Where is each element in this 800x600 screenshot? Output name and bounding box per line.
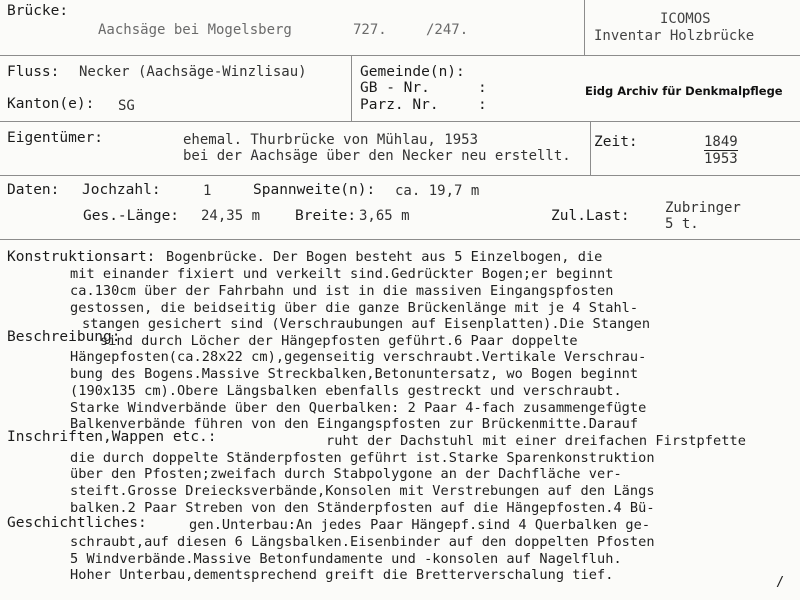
kanton-label: Kanton(e): <box>7 96 95 112</box>
body-line-1: Bogenbrücke. Der Bogen besteht aus 5 Einzelbogen, die <box>166 249 603 265</box>
spannweite-label: Spannweite(n): <box>253 182 376 198</box>
owner-line-2: bei der Aachsäge über den Necker neu erstellt. <box>183 148 571 164</box>
owner-line-1: ehemal. Thurbrücke von Mühlau, 1953 <box>183 132 479 148</box>
body-line-11: Balkenverbände führen von den Eingangspfosten zur Brückenmitte.Darauf <box>70 416 639 432</box>
kanton-value: SG <box>118 98 135 114</box>
jochzahl-value: 1 <box>203 183 212 199</box>
archive-stamp: Eidg Archiv für Denkmalpflege <box>585 84 783 98</box>
parz-label: Parz. Nr. <box>360 97 439 113</box>
body-line-6: sind durch Löcher der Hängepfosten geführt.6 Paar doppelte <box>100 333 578 349</box>
konstruktion-label: Konstruktionsart: <box>7 249 156 265</box>
data-divider <box>0 239 800 240</box>
header-divider <box>0 55 800 56</box>
location-vertical-divider <box>351 55 352 121</box>
body-line-16: balken.2 Paar Streben von den Ständerpfosten auf die Hängepfosten.4 Bü- <box>70 500 655 516</box>
end-mark: / <box>776 574 785 590</box>
inschriften-label: Inschriften,Wappen etc.: <box>7 429 217 445</box>
body-line-3: ca.130cm über der Fahrbahn und ist in die massiven Eingangspfosten <box>70 283 614 299</box>
jochzahl-label: Jochzahl: <box>82 182 161 198</box>
location-divider <box>0 121 800 122</box>
body-line-17: gen.Unterbau:An jedes Paar Hängepf.sind 4 Querbalken ge- <box>189 517 651 533</box>
daten-label: Daten: <box>7 182 60 198</box>
header-vertical-divider <box>584 0 585 55</box>
laenge-value: 24,35 m <box>201 208 261 224</box>
body-line-4: gestossen, die beidseitig über die ganze Brückenlänge mit je 4 Stahl- <box>70 300 639 316</box>
body-line-19: 5 Windverbände.Massive Betonfundamente und -konsolen auf Nagelfluh. <box>70 551 622 567</box>
geschichtliches-label: Geschichtliches: <box>7 515 147 531</box>
inventory-number-b: /247. <box>426 22 469 38</box>
body-line-13: die durch doppelte Ständerpfosten geführt ist.Starke Sparenkonstruktion <box>70 450 655 466</box>
bruecke-label: Brücke: <box>7 3 69 19</box>
body-line-10: Starke Windverbände über den Querbalken: 2 Paar 4-fach zusammengefügte <box>70 400 647 416</box>
body-line-9: (190x135 cm).Obere Längsbalken ebenfalls gestreckt und verschraubt. <box>70 383 622 399</box>
zeit-label: Zeit: <box>594 134 638 150</box>
body-line-7: Hängepfosten(ca.28x22 cm),gegenseitig verschraubt.Vertikale Verschrau- <box>70 349 647 365</box>
year-rebuilt: 1953 <box>704 151 738 167</box>
gb-colon: : <box>478 80 487 96</box>
fluss-value: Necker (Aachsäge-Winzlisau) <box>79 64 307 80</box>
spannweite-value: ca. 19,7 m <box>395 183 480 199</box>
inventar-heading: Inventar Holzbrücke <box>594 28 755 44</box>
body-line-12: ruht der Dachstuhl mit einer dreifachen Firstpfette <box>326 433 746 449</box>
body-line-5: stangen gesichert sind (Verschraubungen auf Eisenplatten).Die Stangen <box>82 316 651 332</box>
laenge-label: Ges.-Länge: <box>83 208 180 224</box>
tonnage-value: 5 t. <box>665 216 699 232</box>
gb-label: GB - Nr. <box>360 80 430 96</box>
eigentuemer-label: Eigentümer: <box>7 130 104 146</box>
owner-vertical-divider <box>590 121 591 175</box>
fluss-label: Fluss: <box>7 64 60 80</box>
body-line-8: bung des Bogens.Massive Streckbalken,Betonuntersatz, wo Bogen beginnt <box>70 366 639 382</box>
year-built: 1849 <box>704 134 738 150</box>
inventory-number-a: 727. <box>353 22 387 38</box>
body-line-20: Hoher Unterbau,dementsprechend greift die Bretterverschalung tief. <box>70 567 614 583</box>
breite-label: Breite: <box>295 208 357 224</box>
body-line-2: mit einander fixiert und verkeilt sind.Gedrückter Bogen;er beginnt <box>70 266 614 282</box>
zubringer-value: Zubringer <box>665 200 741 216</box>
owner-divider <box>0 175 800 176</box>
zul-last-label: Zul.Last: <box>551 208 630 224</box>
body-line-15: steift.Grosse Dreiecksverbände,Konsolen mit Verstrebungen auf den Längs <box>70 483 655 499</box>
parz-colon: : <box>478 97 487 113</box>
breite-value: 3,65 m <box>359 208 410 224</box>
beschreibung-label: Beschreibung: <box>7 329 121 345</box>
gemeinde-label: Gemeinde(n): <box>360 64 465 80</box>
bridge-name: Aachsäge bei Mogelsberg <box>98 22 292 38</box>
icomos-heading: ICOMOS <box>660 11 711 27</box>
body-line-14: über den Pfosten;zweifach durch Stabpolygone an der Dachfläche ver- <box>70 466 622 482</box>
body-line-18: schraubt,auf diesen 6 Längsbalken.Eisenbinder auf den doppelten Pfosten <box>70 534 655 550</box>
